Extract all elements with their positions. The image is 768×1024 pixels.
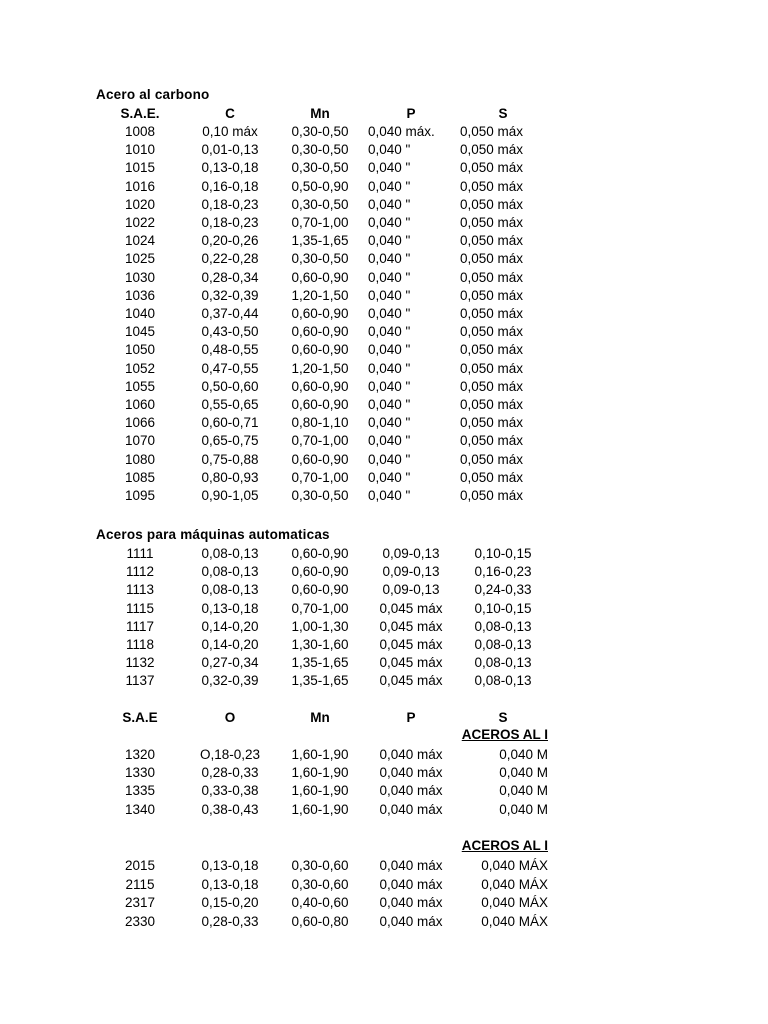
cell-p: 0,040 "	[368, 251, 411, 267]
cell-sae: 1335	[124, 783, 156, 799]
cell-sae: 1024	[124, 233, 156, 249]
cell-sae: 1095	[124, 488, 156, 503]
cell-sae: 1010	[124, 142, 156, 158]
cell-p: 0,040 máx	[379, 895, 443, 911]
section-title-carbon: Acero al carbono	[96, 87, 210, 102]
cell-sae: 2317	[124, 895, 156, 911]
cell-sae: 1137	[125, 673, 155, 689]
header-s: S	[498, 106, 508, 121]
cell-s: 0,050 máx	[460, 306, 524, 321]
cell-mn: 1,60-1,90	[291, 765, 349, 781]
cell-sae: 1020	[124, 196, 156, 212]
cell-s: 0,050 máx	[460, 451, 524, 467]
cell-sae: 1066	[124, 415, 156, 431]
cell-c: 0,15-0,20	[201, 895, 259, 911]
cell-p: 0,09-0,13	[382, 582, 440, 598]
cell-mn: 0,60-0,90	[291, 546, 349, 561]
cell-mn: 0,60-0,90	[291, 306, 349, 321]
table-row	[0, 801, 768, 819]
cell-sae: 1080	[124, 451, 156, 467]
table-row	[0, 396, 768, 414]
cell-mn: 0,70-1,00	[291, 433, 349, 449]
cell-sae: 2330	[124, 914, 156, 930]
cell-mn: 1,30-1,60	[291, 637, 349, 652]
cell-c: 0,55-0,65	[201, 397, 259, 412]
cell-s: 0,050 máx	[460, 269, 524, 285]
table-row	[0, 563, 768, 581]
table-row	[0, 269, 768, 287]
cell-mn: 1,35-1,65	[291, 673, 349, 689]
header-mn: Mn	[310, 710, 330, 725]
cell-s: 0,050 máx	[460, 215, 524, 230]
cell-c: 0,13-0,18	[201, 600, 259, 616]
cell-mn: 0,30-0,50	[291, 142, 349, 158]
cell-mn: 1,00-1,30	[291, 618, 349, 634]
cell-p: 0,040 "	[368, 233, 411, 249]
cell-mn: 0,30-0,50	[291, 488, 349, 503]
table-row	[0, 360, 768, 378]
cell-p: 0,040 "	[368, 433, 411, 449]
cell-s: 0,050 máx	[460, 433, 524, 449]
cell-c: 0,60-0,71	[201, 415, 259, 431]
cell-c: 0,08-0,13	[201, 582, 259, 598]
cell-s: 0,10-0,15	[474, 546, 532, 561]
cell-p: 0,040 máx	[379, 765, 443, 781]
table-row	[0, 159, 768, 177]
header-p: P	[406, 710, 416, 725]
cell-mn: 0,80-1,10	[291, 415, 349, 431]
cell-sae: 1022	[124, 215, 156, 230]
cell-p: 0,09-0,13	[382, 564, 440, 580]
cell-c: 0,28-0,33	[201, 765, 259, 781]
cell-c: 0,22-0,28	[201, 251, 259, 267]
table-row	[0, 746, 768, 764]
cell-s: 0,08-0,13	[474, 655, 532, 671]
header-s: S	[498, 710, 508, 725]
cell-c: 0,13-0,18	[201, 876, 259, 892]
cell-p: 0,040 "	[368, 324, 411, 340]
cell-c: 0,37-0,44	[201, 306, 259, 321]
cell-c: 0,14-0,20	[201, 637, 259, 652]
cell-mn: 1,20-1,50	[291, 287, 349, 303]
cell-p: 0,040 máx	[379, 801, 443, 817]
table-row	[0, 250, 768, 268]
table-row	[0, 378, 768, 396]
cell-p: 0,040 "	[368, 360, 411, 376]
cell-mn: 1,60-1,90	[291, 747, 349, 762]
cell-mn: 0,60-0,90	[291, 451, 349, 467]
cell-p: 0,040 "	[368, 196, 411, 212]
cell-p: 0,040 máx	[379, 747, 443, 762]
table-row	[0, 196, 768, 214]
cell-c: 0,18-0,23	[201, 196, 259, 212]
table-row	[0, 232, 768, 250]
cell-s: 0,08-0,13	[474, 618, 532, 634]
cell-s: 0,050 máx	[460, 324, 524, 340]
cell-sae: 1055	[124, 378, 156, 394]
cell-s: 0,040 M	[499, 765, 548, 781]
cell-s: 0,050 máx	[460, 251, 524, 267]
header-row-manganese	[0, 709, 768, 727]
cell-sae: 1132	[125, 655, 155, 671]
cell-sae: 1015	[124, 160, 156, 176]
cell-s: 0,050 máx	[460, 233, 524, 249]
cell-mn: 0,60-0,90	[291, 324, 349, 340]
cell-sae: 1111	[126, 546, 154, 561]
table-row	[0, 618, 768, 636]
table-row	[0, 654, 768, 672]
cell-s: 0,16-0,23	[474, 564, 532, 580]
cell-p: 0,040 "	[368, 451, 411, 467]
cell-c: 0,80-0,93	[201, 469, 259, 485]
cell-s: 0,040 M	[499, 801, 548, 817]
table-row	[0, 323, 768, 341]
cell-sae: 1320	[124, 747, 156, 762]
cell-s: 0,050 máx	[460, 415, 524, 431]
cell-mn: 0,30-0,60	[291, 876, 349, 892]
table-row	[0, 876, 768, 894]
cell-c: 0,16-0,18	[201, 178, 259, 194]
table-row	[0, 123, 768, 141]
cell-sae: 2015	[124, 858, 156, 873]
cell-sae: 2115	[125, 876, 155, 892]
cell-s: 0,050 máx	[460, 360, 524, 376]
table-row	[0, 305, 768, 323]
cell-s: 0,050 máx	[460, 469, 524, 485]
cell-p: 0,040 "	[368, 415, 411, 431]
cell-mn: 0,40-0,60	[291, 895, 349, 911]
table-row	[0, 894, 768, 912]
cell-s: 0,040 MÁX	[481, 876, 548, 892]
cell-c: 0,28-0,34	[201, 269, 259, 285]
cell-p: 0,09-0,13	[382, 546, 440, 561]
table-row	[0, 214, 768, 232]
cell-p: 0,040 "	[368, 160, 411, 176]
cell-sae: 1112	[125, 564, 155, 580]
cell-c: 0,10 máx	[202, 124, 258, 139]
cell-p: 0,040 "	[368, 469, 411, 485]
cell-s: 0,040 MÁX	[481, 895, 548, 911]
table-row	[0, 432, 768, 450]
cell-mn: 0,70-1,00	[291, 215, 349, 230]
cell-s: 0,040 M	[499, 783, 548, 799]
cell-s: 0,050 máx	[460, 488, 524, 503]
cell-p: 0,040 "	[368, 488, 411, 503]
cell-c: 0,18-0,23	[201, 215, 259, 230]
cell-p: 0,040 "	[368, 178, 411, 194]
cell-c: 0,90-1,05	[201, 488, 259, 503]
cell-sae: 1117	[125, 618, 155, 634]
cell-s: 0,050 máx	[460, 287, 524, 303]
table-row	[0, 451, 768, 469]
cell-mn: 1,20-1,50	[291, 360, 349, 376]
table-row	[0, 341, 768, 359]
cell-mn: 0,30-0,50	[291, 160, 349, 176]
cell-sae: 1340	[124, 801, 156, 817]
table-row	[0, 857, 768, 875]
cell-c: 0,32-0,39	[201, 287, 259, 303]
table-row	[0, 782, 768, 800]
table-row	[0, 141, 768, 159]
cell-p: 0,040 máx.	[368, 124, 435, 139]
cell-c: 0,08-0,13	[201, 564, 259, 580]
cell-s: 0,040 MÁX	[481, 914, 548, 930]
cell-c: 0,32-0,39	[201, 673, 259, 689]
cell-mn: 1,35-1,65	[291, 655, 349, 671]
header-sae: S.A.E	[122, 710, 158, 725]
cell-sae: 1008	[124, 124, 156, 139]
cell-mn: 0,70-1,00	[291, 600, 349, 616]
cell-c: 0,33-0,38	[201, 783, 259, 799]
cell-s: 0,24-0,33	[474, 582, 532, 598]
section-title-nickel: ACEROS AL I	[461, 838, 548, 853]
cell-sae: 1030	[124, 269, 156, 285]
section-title-automatic: Aceros para máquinas automaticas	[96, 527, 330, 542]
cell-s: 0,050 máx	[460, 196, 524, 212]
cell-sae: 1113	[125, 582, 155, 598]
cell-c: 0,50-0,60	[201, 378, 259, 394]
cell-sae: 1085	[124, 469, 156, 485]
header-c: O	[224, 710, 236, 725]
cell-mn: 0,30-0,50	[291, 124, 349, 139]
table-row	[0, 414, 768, 432]
cell-sae: 1070	[124, 433, 156, 449]
cell-p: 0,040 "	[368, 342, 411, 358]
header-row-carbon	[0, 105, 768, 123]
cell-p: 0,040 máx	[379, 876, 443, 892]
cell-c: 0,28-0,33	[201, 914, 259, 930]
cell-mn: 1,60-1,90	[291, 801, 349, 817]
cell-p: 0,040 "	[368, 306, 411, 321]
cell-sae: 1115	[125, 600, 155, 616]
cell-c: 0,27-0,34	[201, 655, 259, 671]
cell-mn: 0,70-1,00	[291, 469, 349, 485]
cell-c: 0,13-0,18	[201, 858, 259, 873]
cell-c: 0,08-0,13	[201, 546, 259, 561]
cell-s: 0,050 máx	[460, 142, 524, 158]
cell-sae: 1025	[124, 251, 156, 267]
cell-mn: 0,30-0,60	[291, 858, 349, 873]
cell-p: 0,040 "	[368, 397, 411, 412]
cell-mn: 0,60-0,90	[291, 582, 349, 598]
cell-sae: 1330	[124, 765, 156, 781]
cell-p: 0,040 "	[368, 269, 411, 285]
cell-p: 0,045 máx	[379, 673, 443, 689]
cell-sae: 1118	[125, 637, 155, 652]
cell-c: 0,13-0,18	[201, 160, 259, 176]
cell-c: 0,47-0,55	[201, 360, 259, 376]
table-row	[0, 469, 768, 487]
cell-c: 0,48-0,55	[201, 342, 259, 358]
cell-c: O,18-0,23	[199, 747, 261, 762]
table-row	[0, 672, 768, 690]
cell-sae: 1045	[124, 324, 156, 340]
cell-s: 0,08-0,13	[474, 637, 532, 652]
cell-s: 0,040 MÁX	[481, 858, 548, 873]
cell-p: 0,040 "	[368, 142, 411, 158]
cell-s: 0,040 M	[499, 747, 548, 762]
cell-s: 0,050 máx	[460, 378, 524, 394]
cell-s: 0,050 máx	[460, 397, 524, 412]
cell-sae: 1036	[124, 287, 156, 303]
cell-s: 0,050 máx	[460, 124, 524, 139]
cell-s: 0,08-0,13	[474, 673, 532, 689]
cell-sae: 1060	[124, 397, 156, 412]
cell-mn: 1,35-1,65	[291, 233, 349, 249]
cell-s: 0,10-0,15	[474, 600, 532, 616]
cell-c: 0,43-0,50	[201, 324, 259, 340]
table-row	[0, 287, 768, 305]
header-p: P	[406, 106, 416, 121]
cell-p: 0,045 máx	[379, 618, 443, 634]
cell-mn: 0,60-0,90	[291, 378, 349, 394]
cell-p: 0,045 máx	[379, 637, 443, 652]
cell-p: 0,040 "	[368, 287, 411, 303]
cell-p: 0,040 máx	[379, 914, 443, 930]
cell-p: 0,040 "	[368, 215, 411, 230]
cell-s: 0,050 máx	[460, 160, 524, 176]
table-row	[0, 636, 768, 654]
cell-p: 0,040 "	[368, 378, 411, 394]
cell-mn: 0,50-0,90	[291, 178, 349, 194]
cell-mn: 0,30-0,50	[291, 196, 349, 212]
cell-c: 0,01-0,13	[201, 142, 259, 158]
cell-mn: 0,60-0,80	[291, 914, 349, 930]
table-row	[0, 178, 768, 196]
cell-c: 0,14-0,20	[201, 618, 259, 634]
cell-p: 0,045 máx	[379, 655, 443, 671]
cell-mn: 0,30-0,50	[291, 251, 349, 267]
cell-s: 0,050 máx	[460, 342, 524, 358]
cell-sae: 1050	[124, 342, 156, 358]
table-row	[0, 487, 768, 505]
cell-mn: 1,60-1,90	[291, 783, 349, 799]
cell-mn: 0,60-0,90	[291, 269, 349, 285]
section-title-manganese: ACEROS AL I	[461, 727, 548, 742]
cell-s: 0,050 máx	[460, 178, 524, 194]
cell-c: 0,38-0,43	[201, 801, 259, 817]
header-c: C	[225, 106, 235, 121]
table-row	[0, 545, 768, 563]
cell-mn: 0,60-0,90	[291, 342, 349, 358]
cell-c: 0,75-0,88	[201, 451, 259, 467]
table-row	[0, 764, 768, 782]
cell-mn: 0,60-0,90	[291, 564, 349, 580]
cell-sae: 1040	[124, 306, 156, 321]
cell-c: 0,65-0,75	[201, 433, 259, 449]
cell-p: 0,045 máx	[379, 600, 443, 616]
cell-sae: 1052	[124, 360, 156, 376]
header-sae: S.A.E.	[120, 106, 160, 121]
cell-p: 0,040 máx	[379, 858, 443, 873]
cell-sae: 1016	[124, 178, 156, 194]
cell-p: 0,040 máx	[379, 783, 443, 799]
cell-mn: 0,60-0,90	[291, 397, 349, 412]
table-row	[0, 913, 768, 931]
table-row	[0, 600, 768, 618]
header-mn: Mn	[310, 106, 330, 121]
table-row	[0, 581, 768, 599]
cell-c: 0,20-0,26	[201, 233, 259, 249]
